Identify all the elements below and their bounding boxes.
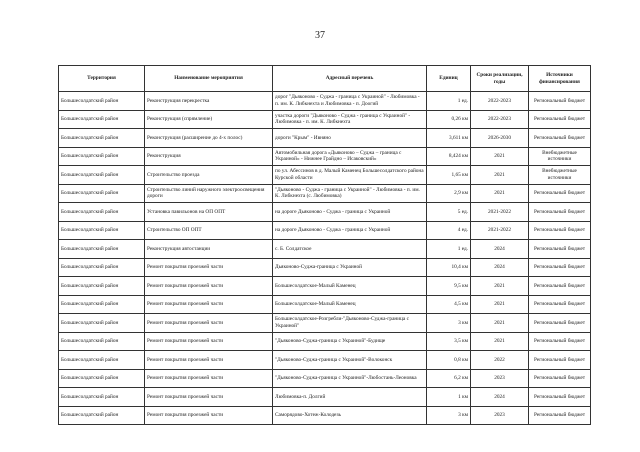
cell-territory: Большесолдатский район xyxy=(59,221,145,240)
cell-territory: Большесолдатский район xyxy=(59,184,145,203)
cell-units: 1 км xyxy=(427,388,471,407)
cell-address: на дороге Дьяконово - Суджа - граница с Украиной xyxy=(273,203,427,222)
cell-term: 2021 xyxy=(471,166,529,185)
cell-term: 2021 xyxy=(471,147,529,166)
cell-territory: Большесолдатский район xyxy=(59,240,145,259)
table-row xyxy=(59,351,591,370)
cell-territory: Большесолдатский район xyxy=(59,166,145,185)
cell-term: 2024 xyxy=(471,258,529,277)
cell-source: Региональный бюджет xyxy=(529,314,591,333)
table-row xyxy=(59,221,591,240)
cell-address: "Дьяконово - Суджа - граница с Украиной" - Любимовка - п. им. К. Либкнехта (с. Любимовка) xyxy=(273,184,427,203)
cell-term: 2024 xyxy=(471,240,529,259)
cell-source: Региональный бюджет xyxy=(529,332,591,351)
cell-units: 3,5 км xyxy=(427,332,471,351)
cell-term: 2022 xyxy=(471,351,529,370)
table-row xyxy=(59,258,591,277)
cell-address: Дьяконово-Суджа-граница с Украиной xyxy=(273,258,427,277)
page-number: 37 xyxy=(315,30,325,41)
cell-territory: Большесолдатский район xyxy=(59,369,145,388)
cell-units: 3 км xyxy=(427,406,471,425)
cell-measure: Ремонт покрытия проезжей части xyxy=(145,369,273,388)
cell-address: Саморядово-Хотеж-Колодезь xyxy=(273,406,427,425)
cell-territory: Большесолдатский район xyxy=(59,388,145,407)
cell-measure: Ремонт покрытия проезжей части xyxy=(145,351,273,370)
cell-address: с. Б. Солдатское xyxy=(273,240,427,259)
cell-source: Региональный бюджет xyxy=(529,369,591,388)
header-source: Источники финансирования xyxy=(529,66,591,92)
table-row xyxy=(59,314,591,333)
cell-address: дорог "Дьяконово - Суджа - граница с Украиной" - Любимовка - п. им. К. Либкнехта и Любимовка - п. Доогий xyxy=(273,92,427,111)
cell-units: 5 ед. xyxy=(427,203,471,222)
cell-measure: Строительство линий наружного электроосвещения дороги xyxy=(145,184,273,203)
cell-term: 2021 xyxy=(471,277,529,296)
cell-units: 2,9 км xyxy=(427,184,471,203)
header-measure: Наименование мероприятия xyxy=(145,66,273,92)
cell-measure: Ремонт покрытия проезжей части xyxy=(145,314,273,333)
cell-measure: Строительство ОП ОПТ xyxy=(145,221,273,240)
cell-units: 1,65 км xyxy=(427,166,471,185)
cell-measure: Реконструкция (расширение до 4-х полос) xyxy=(145,129,273,148)
table-row xyxy=(59,166,591,185)
cell-source: Внебюджетные источники xyxy=(529,147,591,166)
cell-measure: Строительство проезда xyxy=(145,166,273,185)
cell-term: 2026-2030 xyxy=(471,129,529,148)
cell-source: Региональный бюджет xyxy=(529,110,591,129)
cell-address: "Дьяконово-Суджа-граница с Украиной"-Любостань-Леоновка xyxy=(273,369,427,388)
cell-units: 3 км xyxy=(427,314,471,333)
cell-term: 2021-2022 xyxy=(471,221,529,240)
cell-territory: Большесолдатский район xyxy=(59,129,145,148)
table-row xyxy=(59,110,591,129)
cell-units: 10,4 км xyxy=(427,258,471,277)
header-units: Единиц xyxy=(427,66,471,92)
table-row xyxy=(59,295,591,314)
cell-source: Региональный бюджет xyxy=(529,388,591,407)
cell-address: по ул. Абессинов в д. Малый Каменец Большесолдатского района Курской области xyxy=(273,166,427,185)
cell-territory: Большесолдатский район xyxy=(59,92,145,111)
cell-source: Региональный бюджет xyxy=(529,184,591,203)
cell-units: 8,424 км xyxy=(427,147,471,166)
cell-term: 2021-2022 xyxy=(471,203,529,222)
table-row xyxy=(59,406,591,425)
cell-source: Региональный бюджет xyxy=(529,295,591,314)
cell-units: 1 ед. xyxy=(427,240,471,259)
cell-units: 4 ед. xyxy=(427,221,471,240)
table-row xyxy=(59,240,591,259)
cell-address: Автомобильная дорога «Дьяконово – Суджа – граница с Украиной» - Нижнее Грайдно – Исаковский» xyxy=(273,147,427,166)
cell-source: Региональный бюджет xyxy=(529,406,591,425)
cell-term: 2022-2023 xyxy=(471,92,529,111)
cell-source: Внебюджетные источники xyxy=(529,166,591,185)
cell-term: 2021 xyxy=(471,332,529,351)
header-address: Адресный перечень xyxy=(273,66,427,92)
cell-address: Любимовка-п. Долгий xyxy=(273,388,427,407)
header-term: Сроки реализации, годы xyxy=(471,66,529,92)
table-row xyxy=(59,147,591,166)
cell-source: Региональный бюджет xyxy=(529,92,591,111)
table-row xyxy=(59,369,591,388)
measures-table xyxy=(58,65,591,425)
cell-units: 9,5 км xyxy=(427,277,471,296)
cell-measure: Реконструкция перекрестка xyxy=(145,92,273,111)
cell-address: Большесолдатское-Розгребли-"Дьяконово-Суджа-граница с Украиной" xyxy=(273,314,427,333)
cell-source: Региональный бюджет xyxy=(529,240,591,259)
cell-units: 3,611 км xyxy=(427,129,471,148)
cell-measure: Ремонт покрытия проезжей части xyxy=(145,295,273,314)
table-header-row xyxy=(59,66,591,92)
cell-term: 2023 xyxy=(471,406,529,425)
cell-term: 2023 xyxy=(471,369,529,388)
cell-term: 2021 xyxy=(471,314,529,333)
cell-address: участка дороги "Дьяконово - Суджа - граница с Украиной" - Любимовка - п. им. К. Либкнехта xyxy=(273,110,427,129)
cell-territory: Большесолдатский район xyxy=(59,406,145,425)
cell-source: Региональный бюджет xyxy=(529,351,591,370)
table-row xyxy=(59,332,591,351)
cell-territory: Большесолдатский район xyxy=(59,277,145,296)
cell-address: "Дьяконово-Суджа-граница с Украиной"-Будище xyxy=(273,332,427,351)
table-row xyxy=(59,203,591,222)
cell-measure: Реконструкция xyxy=(145,147,273,166)
cell-address: Большесолдатское-Малый Каменец xyxy=(273,295,427,314)
cell-address: на дороге Дьяконово - Суджа - граница с Украиной xyxy=(273,221,427,240)
cell-source: Региональный бюджет xyxy=(529,258,591,277)
cell-territory: Большесолдатский район xyxy=(59,295,145,314)
cell-source: Региональный бюджет xyxy=(529,277,591,296)
table-row xyxy=(59,129,591,148)
cell-source: Региональный бюджет xyxy=(529,203,591,222)
cell-measure: Ремонт покрытия проезжей части xyxy=(145,258,273,277)
cell-territory: Большесолдатский район xyxy=(59,147,145,166)
cell-measure: Ремонт покрытия проезжей части xyxy=(145,332,273,351)
cell-source: Региональный бюджет xyxy=(529,129,591,148)
cell-territory: Большесолдатский район xyxy=(59,351,145,370)
cell-term: 2024 xyxy=(471,388,529,407)
cell-measure: Ремонт покрытия проезжей части xyxy=(145,388,273,407)
cell-measure: Установка павильонов на ОП ОПТ xyxy=(145,203,273,222)
cell-units: 0,8 км xyxy=(427,351,471,370)
cell-address: "Дьяконово-Суджа-граница с Украиной"-Волоконск xyxy=(273,351,427,370)
cell-term: 2022-2023 xyxy=(471,110,529,129)
cell-units: 4,5 км xyxy=(427,295,471,314)
cell-address: дороги "Крым" - Ивняно xyxy=(273,129,427,148)
cell-measure: Ремонт покрытия проезжей части xyxy=(145,277,273,296)
cell-measure: Ремонт покрытия проезжей части xyxy=(145,406,273,425)
cell-term: 2021 xyxy=(471,295,529,314)
cell-units: 1 ед. xyxy=(427,92,471,111)
table-row xyxy=(59,92,591,111)
table-row xyxy=(59,277,591,296)
cell-territory: Большесолдатский район xyxy=(59,258,145,277)
cell-measure: Реконструкция автостанции xyxy=(145,240,273,259)
cell-territory: Большесолдатский район xyxy=(59,332,145,351)
cell-territory: Большесолдатский район xyxy=(59,203,145,222)
table-row xyxy=(59,184,591,203)
table-row xyxy=(59,388,591,407)
cell-units: 6,2 км xyxy=(427,369,471,388)
cell-address: Большесолдатское-Малый Каменец xyxy=(273,277,427,296)
cell-measure: Реконструкция (спрямление) xyxy=(145,110,273,129)
header-territory: Территория xyxy=(59,66,145,92)
cell-source: Региональный бюджет xyxy=(529,221,591,240)
cell-territory: Большесолдатский район xyxy=(59,110,145,129)
cell-territory: Большесолдатский район xyxy=(59,314,145,333)
cell-term: 2021 xyxy=(471,184,529,203)
cell-units: 0,26 км xyxy=(427,110,471,129)
